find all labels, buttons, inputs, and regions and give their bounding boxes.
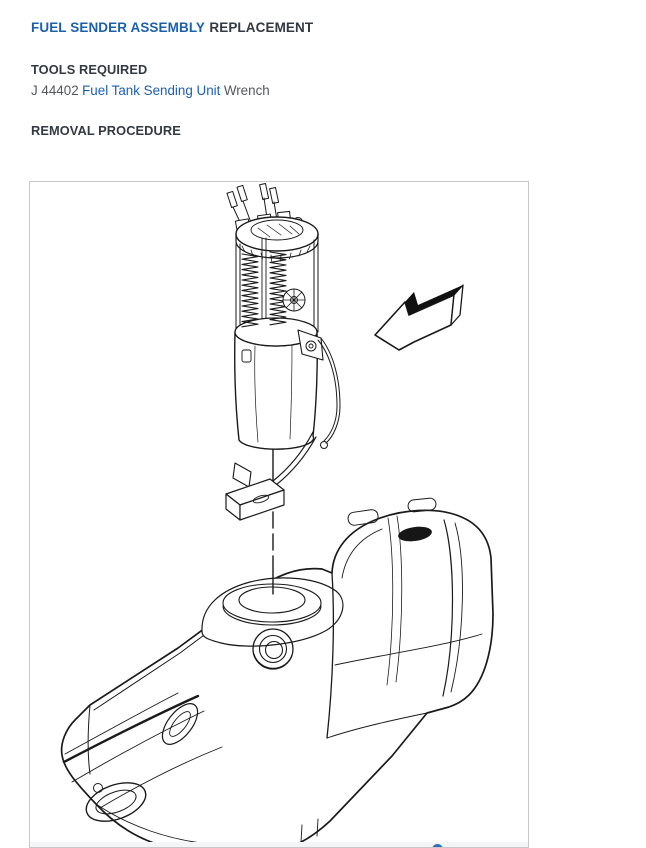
figure-card xyxy=(29,181,529,848)
tools-required-heading: TOOLS REQUIRED xyxy=(31,62,148,77)
title-replacement: REPLACEMENT xyxy=(209,20,314,35)
fuel-tank-sending-unit-link[interactable]: Fuel Tank Sending Unit xyxy=(82,83,221,98)
fuel-sender-tank-illustration xyxy=(30,182,527,842)
tool-suffix: Wrench xyxy=(223,83,270,98)
fuel-tank-drawing xyxy=(62,498,493,842)
fuel-sender-module-drawing xyxy=(226,184,340,520)
tool-number: J 44402 xyxy=(31,83,79,98)
removal-procedure-heading: REMOVAL PROCEDURE xyxy=(31,123,181,138)
tool-item xyxy=(31,83,270,98)
zoom-icon[interactable] xyxy=(432,844,443,848)
page-title xyxy=(31,20,313,35)
fuel-sender-assembly-link[interactable]: FUEL SENDER ASSEMBLY xyxy=(31,20,206,35)
direction-arrow xyxy=(375,285,463,350)
figure-footer-bar xyxy=(30,842,528,848)
